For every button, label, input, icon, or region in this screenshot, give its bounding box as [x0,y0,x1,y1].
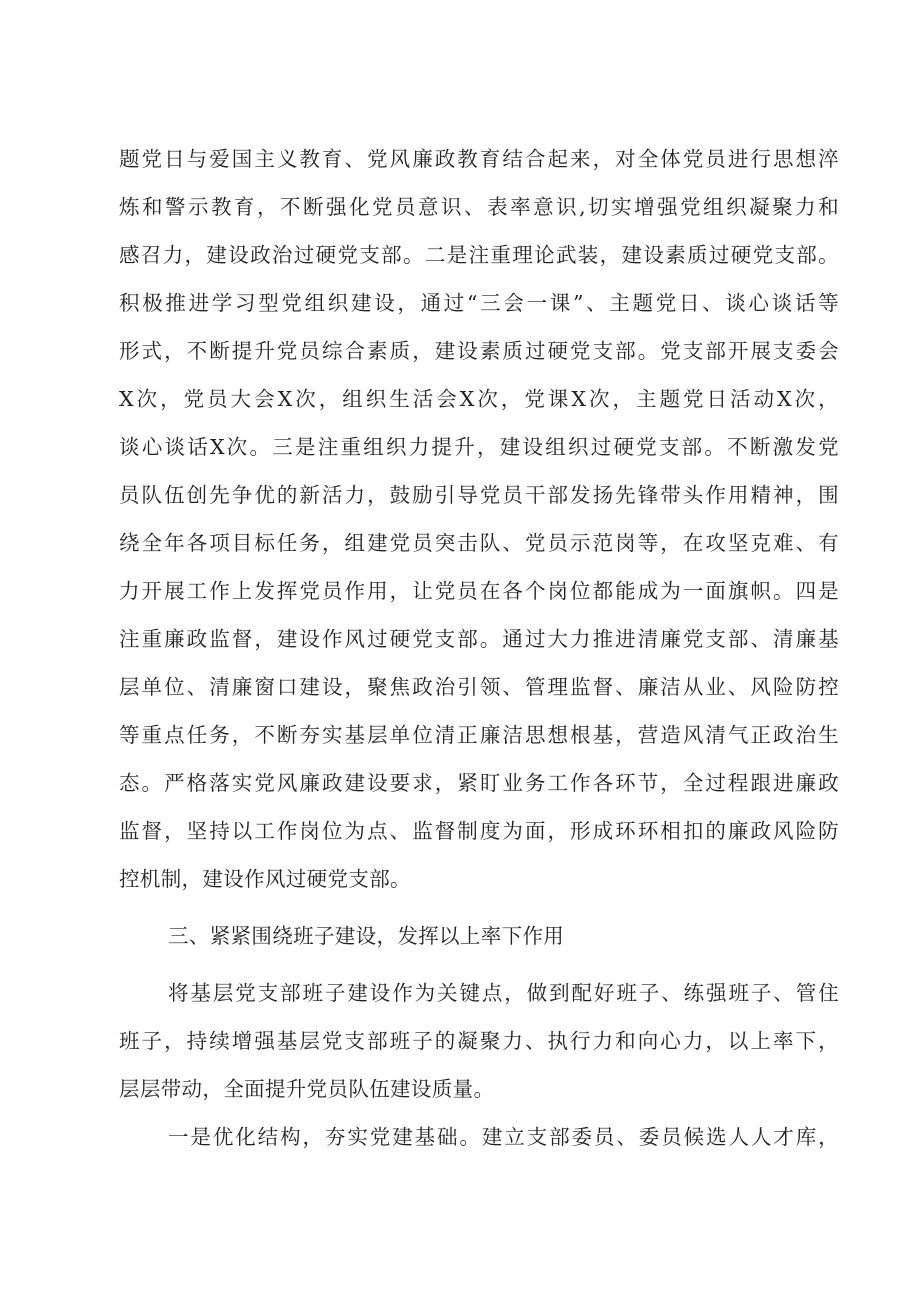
text-line: 员队伍创先争优的新活力，鼓励引导党员干部发扬先锋带头作用精神，围 [119,483,839,507]
text-line: 谈心谈话X次。三是注重组织力提升，建设组织过硬党支部。不断激发党 [119,435,839,459]
text-line: X次，党员大会X次，组织生活会X次，党课X次，主题党日活动X次， [119,387,839,411]
text-line: 感召力，建设政治过硬党支部。二是注重理论武装，建设素质过硬党支部。 [119,243,839,267]
text-line: 等重点任务，不断夯实基层单位清正廉洁思想根基，营造风清气正政治生 [119,723,839,747]
text-line: 注重廉政监督，建设作风过硬党支部。通过大力推进清廉党支部、清廉基 [119,627,839,651]
text-line: 态。严格落实党风廉政建设要求，紧盯业务工作各环节，全过程跟进廉政 [119,771,839,795]
text-line: 题党日与爱国主义教育、党风廉政教育结合起来，对全体党员进行思想淬 [119,147,839,171]
text-line: 层单位、清廉窗口建设，聚焦政治引领、管理监督、廉洁从业、风险防控 [119,675,839,699]
text-line: 将基层党支部班子建设作为关键点，做到配好班子、练强班子、管住 [168,981,839,1005]
text-line: 积极推进学习型党组织建设，通过“三会一课”、主题党日、谈心谈话等 [119,291,839,315]
text-line: 层层带动，全面提升党员队伍建设质量。 [119,1077,495,1101]
text-line: 监督，坚持以工作岗位为点、监督制度为面，形成环环相扣的廉政风险防 [119,819,839,843]
text-line: 控机制，建设作风过硬党支部。 [119,867,411,891]
text-line: 力开展工作上发挥党员作用，让党员在各个岗位都能成为一面旗帜。四是 [119,579,839,603]
text-line: 炼和警示教育，不断强化党员意识、表率意识,切实增强党组织凝聚力和 [119,195,839,219]
section-heading: 三、紧紧围绕班子建设，发挥以上率下作用 [168,924,565,948]
text-line: 班子，持续增强基层党支部班子的凝聚力、执行力和向心力，以上率下， [119,1029,839,1053]
text-line: 一是优化结构，夯实党建基础。建立支部委员、委员候选人人才库， [168,1125,839,1149]
text-line: 绕全年各项目标任务，组建党员突击队、党员示范岗等，在攻坚克难、有 [119,531,839,555]
text-line: 形式，不断提升党员综合素质，建设素质过硬党支部。党支部开展支委会 [119,339,839,363]
